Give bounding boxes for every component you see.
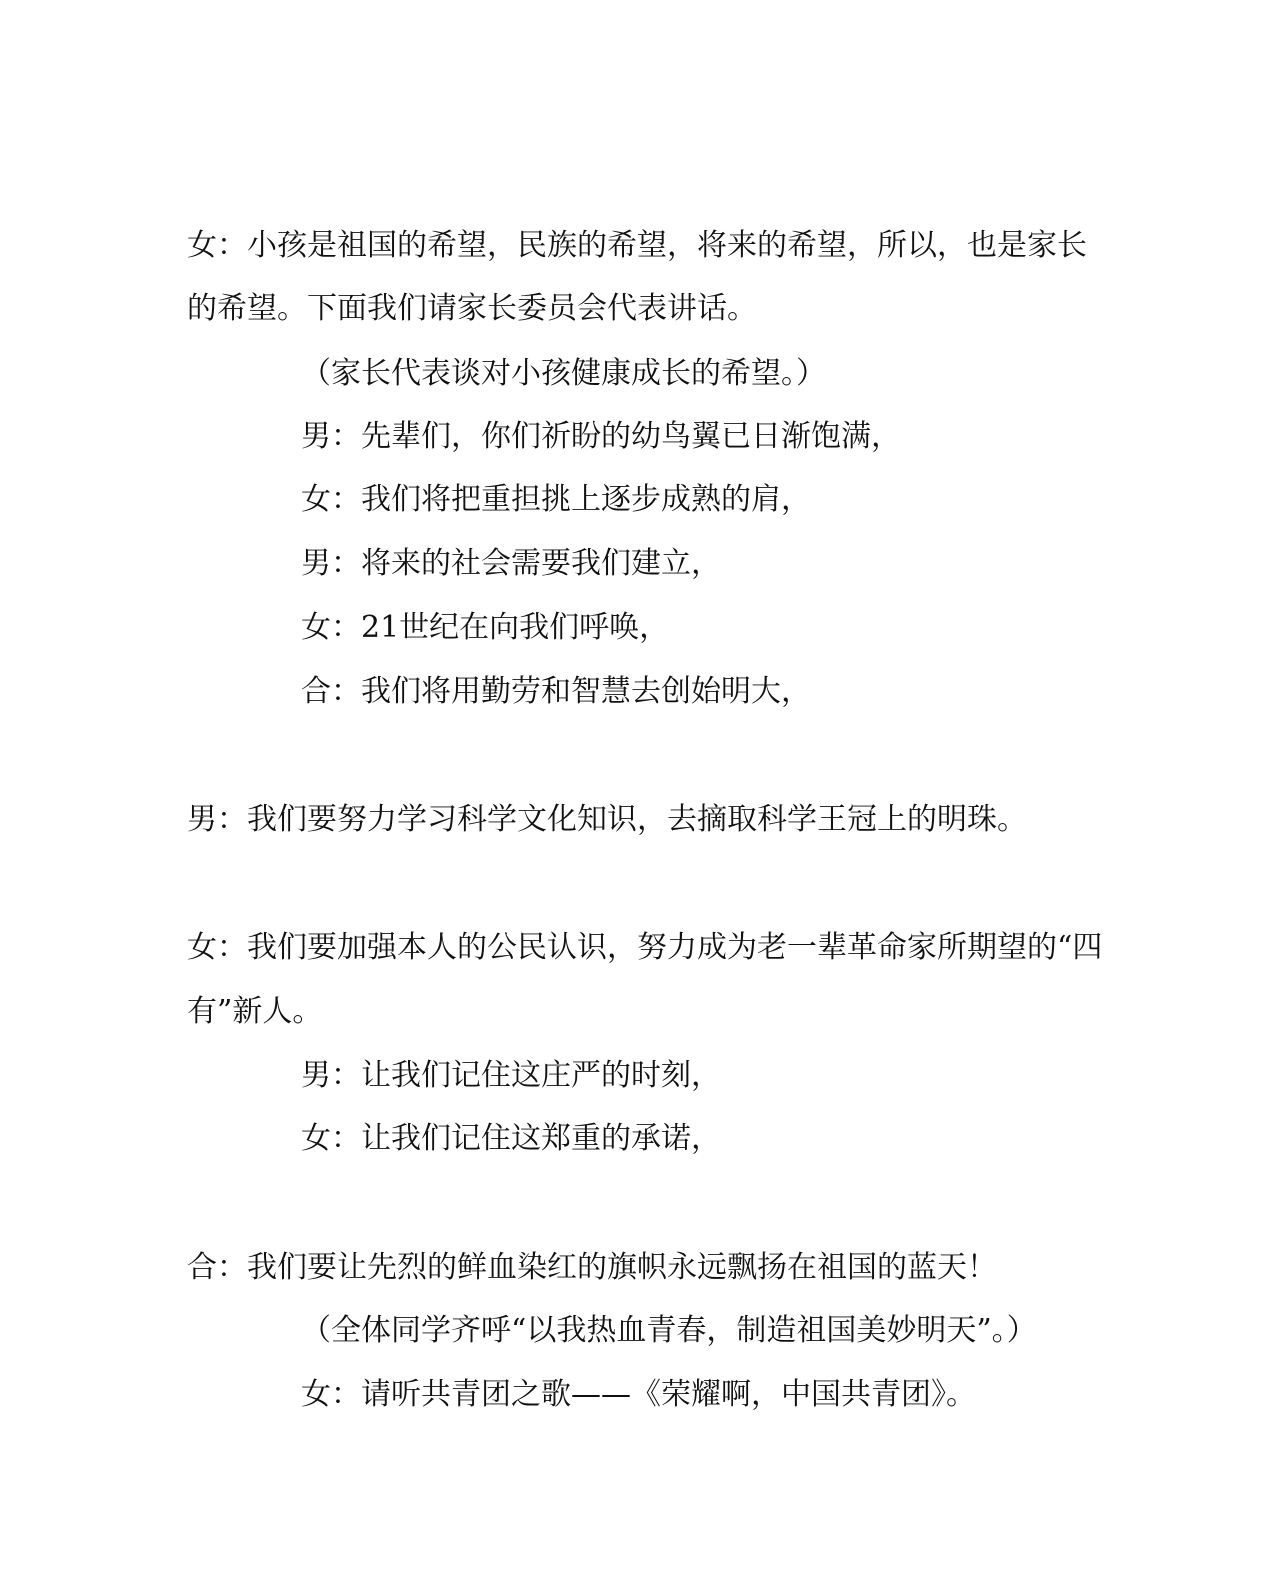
- dialogue-line: 男：让我们记住这庄严的时刻，: [301, 1058, 721, 1093]
- paragraph-line: 男：我们要努力学习科学文化知识，去摘取科学王冠上的明珠。: [187, 802, 1027, 837]
- dialogue-line: 男：先辈们，你们祈盼的幼鸟翼已日渐饱满，: [301, 419, 901, 454]
- dialogue-line: 合：我们将用勤劳和智慧去创始明大，: [301, 674, 811, 709]
- dialogue-line: 女：让我们记住这郑重的承诺，: [301, 1121, 721, 1156]
- stage-direction-line: （全体同学齐呼“以我热血青春，制造祖国美妙明天”。）: [301, 1313, 1037, 1348]
- paragraph-line: 合：我们要让先烈的鲜血染红的旗帜永远飘扬在祖国的蓝天！: [187, 1250, 997, 1285]
- dialogue-line: 女：我们将把重担挑上逐步成熟的肩，: [301, 482, 811, 517]
- dialogue-line: 女：请听共青团之歌——《荣耀啊，中国共青团》。: [301, 1377, 976, 1412]
- paragraph-line-2: 的希望。下面我们请家长委员会代表讲话。: [187, 291, 757, 326]
- stage-direction-line: （家长代表谈对小孩健康成长的希望。）: [301, 356, 826, 391]
- dialogue-line: 女：21世纪在向我们呼唤，: [301, 610, 670, 645]
- paragraph-line: 女：我们要加强本人的公民认识，努力成为老一辈革命家所期望的“四: [187, 930, 1103, 965]
- dialogue-line: 男：将来的社会需要我们建立，: [301, 546, 721, 581]
- paragraph-line-1: 女：小孩是祖国的希望，民族的希望，将来的希望，所以，也是家长: [187, 228, 1087, 263]
- paragraph-line: 有”新人。: [187, 994, 323, 1029]
